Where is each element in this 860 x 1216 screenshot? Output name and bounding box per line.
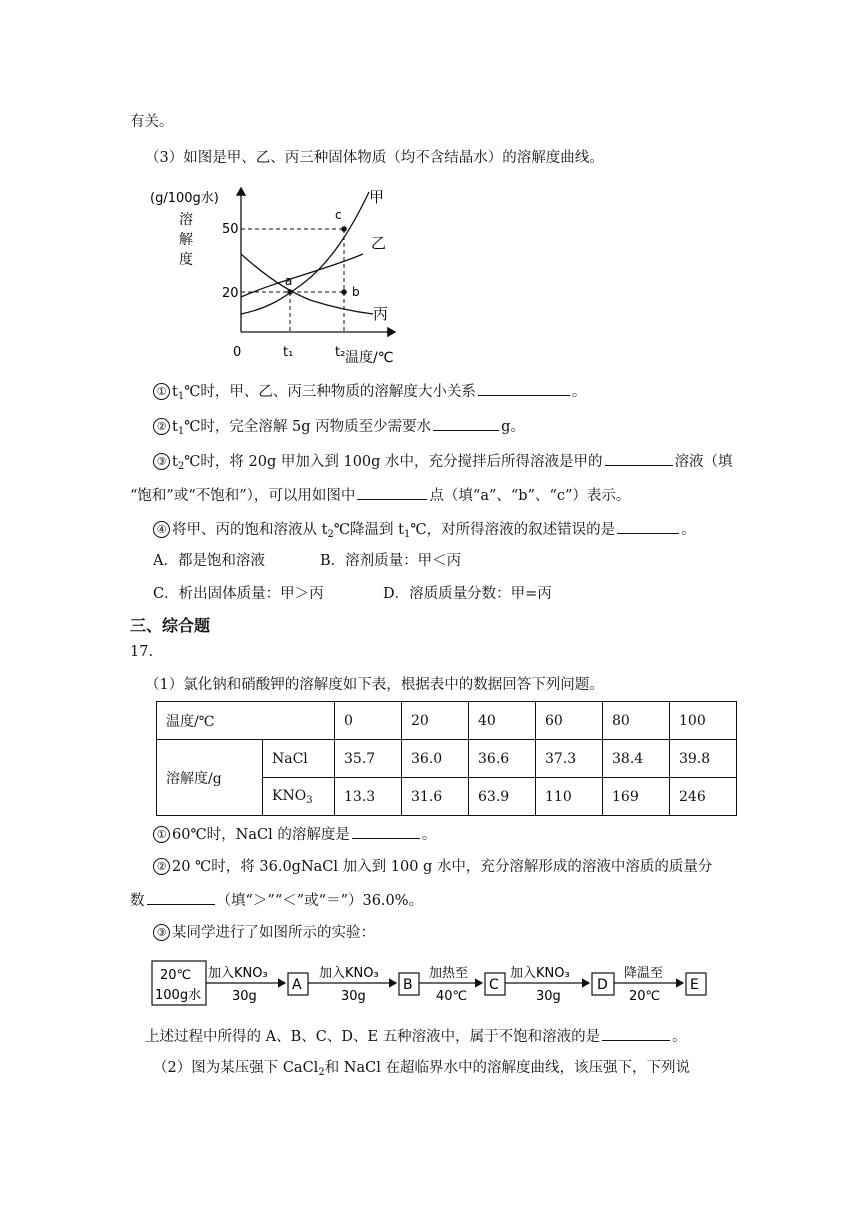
y-axis-label-3: 度 — [179, 252, 193, 268]
table-cell: 36.6 — [469, 740, 536, 778]
box-e-label: E — [690, 977, 699, 993]
section-heading: 三、综合题 — [130, 616, 211, 635]
curve-bing — [241, 254, 373, 314]
table-cell: $KNO_3$ — [263, 778, 335, 816]
point-c — [341, 226, 347, 232]
table-cell: 37.3 — [536, 740, 603, 778]
arrow-3-amount: 40℃ — [436, 989, 468, 1004]
answer-blank[interactable] — [617, 519, 679, 534]
sub-question-2-continued: 数 （填“＞”“＜”或“＝”）36.0%。 — [130, 890, 423, 911]
question-2: ② $t_1℃$时，完全溶解 5g 丙物质至少需要水 g。 — [153, 416, 525, 442]
circled-number: ② — [153, 418, 170, 435]
curve-label-bing: 丙 — [373, 305, 389, 323]
solubility-curve-graph — [145, 182, 435, 372]
circled-number: ④ — [153, 521, 170, 538]
table-header-cell: 20 — [402, 702, 469, 740]
arrow-5-amount: 20℃ — [629, 989, 661, 1004]
point-b — [341, 289, 347, 295]
arrow-1-label: 加入KNO₃ — [208, 966, 268, 981]
table-cell: 63.9 — [469, 778, 536, 816]
option-b: B．溶剂质量：甲＜丙 — [320, 553, 462, 569]
option-c: C．析出固体质量：甲＞丙 — [153, 586, 324, 602]
table-row — [157, 702, 737, 740]
answer-blank[interactable] — [352, 824, 420, 839]
table-cell: 31.6 — [402, 778, 469, 816]
box-d-label: D — [597, 977, 608, 993]
table-cell: 246 — [670, 778, 737, 816]
circled-number: ③ — [153, 453, 170, 470]
start-temp: 20℃ — [160, 968, 192, 983]
label-a: a — [285, 274, 293, 288]
table-cell: 169 — [603, 778, 670, 816]
table-header-cell: 40 — [469, 702, 536, 740]
sub-question-2: ② 20 ℃时，将 36.0gNaCl 加入到 100 g 水中，充分溶解形成的溶液中溶质的质量分 — [153, 857, 712, 877]
x-tick-t2: t₂ — [335, 345, 346, 360]
question-4: ④ 将甲、丙的饱和溶液从 $t_2℃$降温到 $t_1℃$，对所得溶液的叙述错误的是 。 — [153, 519, 696, 545]
curve-label-yi: 乙 — [371, 234, 387, 252]
question-3: ③ $t_2℃$时，将 20g 甲加入到 100g 水中，充分搅拌后所得溶液是甲的 溶液（填 — [153, 451, 733, 477]
option-d: D．溶质质量分数：甲=丙 — [383, 586, 552, 602]
table-cell: 36.0 — [402, 740, 469, 778]
x-tick-t1: t₁ — [283, 345, 294, 360]
table-cell: 110 — [536, 778, 603, 816]
curve-label-jia: 甲 — [369, 188, 385, 206]
table-header-cell: 80 — [603, 702, 670, 740]
y-tick-50: 50 — [222, 222, 239, 237]
answer-blank[interactable] — [433, 416, 499, 431]
table-row — [157, 740, 737, 778]
arrow-1-amount: 30g — [232, 989, 257, 1004]
y-unit-label: (g/100g水) — [150, 191, 219, 206]
sub-question-3-answer: 上述过程中所得的 A、B、C、D、E 五种溶液中，属于不饱和溶液的是 。 — [145, 1026, 687, 1047]
part-1-intro: （1）氯化钠和硝酸钾的溶解度如下表，根据表中的数据回答下列问题。 — [145, 677, 604, 693]
text-line: 有关。 — [130, 114, 174, 130]
table-header-cell: 60 — [536, 702, 603, 740]
arrow-2-label: 加入KNO₃ — [319, 966, 379, 981]
curve-jia — [241, 192, 369, 314]
y-axis-label-1: 溶 — [179, 212, 193, 228]
y-axis-label-2: 解 — [179, 232, 193, 248]
experiment-flow-diagram — [148, 958, 718, 1010]
label-c: c — [335, 208, 342, 222]
sub-question-1: ① 60℃时，NaCl 的溶解度是 。 — [153, 824, 436, 845]
answer-blank[interactable] — [357, 485, 427, 500]
sub-question-3: ③ 某同学进行了如图所示的实验： — [153, 923, 375, 943]
question-3-intro: （3）如图是甲、乙、丙三种固体物质（均不含结晶水）的溶解度曲线。 — [145, 150, 604, 166]
arrow-4-label: 加入KNO₃ — [510, 966, 570, 981]
table-cell: 13.3 — [335, 778, 402, 816]
box-b-label: B — [403, 977, 413, 993]
table-row-label: 溶解度/g — [157, 740, 263, 816]
table-cell: 39.8 — [670, 740, 737, 778]
option-a: A．都是饱和溶液 — [153, 553, 265, 569]
label-b: b — [352, 285, 360, 299]
table-cell: 38.4 — [603, 740, 670, 778]
table-header-cell: 温度/℃ — [157, 702, 335, 740]
table-cell: NaCl — [263, 740, 335, 778]
x-axis-label: 温度/℃ — [345, 350, 394, 366]
table-header-cell: 0 — [335, 702, 402, 740]
answer-blank[interactable] — [478, 381, 570, 396]
arrow-5-label: 降温至 — [624, 966, 664, 981]
circled-number: ③ — [153, 924, 170, 941]
circled-number: ① — [153, 826, 170, 843]
table-cell: 35.7 — [335, 740, 402, 778]
x-origin: 0 — [233, 345, 242, 360]
start-water: 100g水 — [155, 988, 202, 1003]
answer-blank[interactable] — [605, 451, 673, 466]
part-2-intro: （2）图为某压强下 CaCl$_2$和 NaCl 在超临界水中的溶解度曲线，该压强下，下列说 — [153, 1060, 690, 1078]
arrow-3-label: 加热至 — [429, 966, 469, 981]
box-a-label: A — [292, 977, 302, 993]
y-tick-20: 20 — [222, 286, 239, 301]
arrow-4-amount: 30g — [536, 989, 561, 1004]
table-header-cell: 100 — [670, 702, 737, 740]
circled-number: ① — [153, 383, 170, 400]
answer-blank[interactable] — [147, 890, 215, 905]
box-c-label: C — [489, 977, 499, 993]
circled-number: ② — [153, 858, 170, 875]
question-number: 17. — [130, 644, 154, 660]
question-1: ① $t_1℃$时，甲、乙、丙三种物质的溶解度大小关系 。 — [153, 381, 586, 407]
solubility-table — [156, 701, 737, 816]
arrow-2-amount: 30g — [341, 989, 366, 1004]
answer-blank[interactable] — [602, 1026, 670, 1041]
point-a — [287, 289, 293, 295]
question-3-continued: “饱和”或“不饱和”），可以用如图中 点（填“a”、“b”、“c”）表示。 — [130, 485, 630, 506]
